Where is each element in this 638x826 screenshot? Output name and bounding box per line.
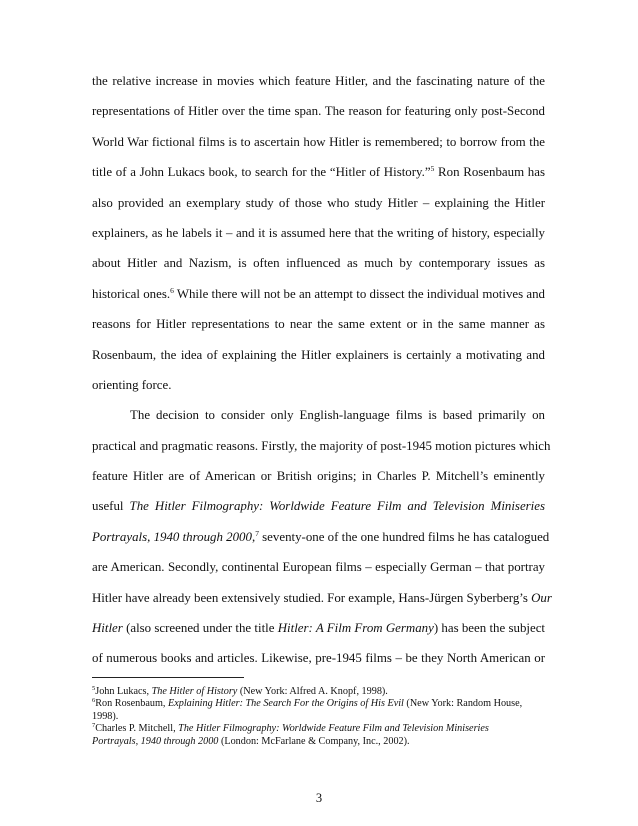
footnote-title: Explaining Hitler: The Search For the Origins of His Evil (167, 698, 404, 710)
footnote-ref-5: 5 (430, 164, 435, 174)
text-line (92, 248, 545, 278)
text-line (92, 461, 545, 491)
footnote-text: (London: McFarlane & Company, Inc., 2002). (218, 735, 410, 747)
footnote-title: The Hitler Filmography: Worldwide Feature Film and Television Miniseries (178, 723, 489, 735)
footnote-text: John Lukacs, (95, 686, 152, 697)
footnote-title: Portrayals, 1940 through 2000 (92, 735, 219, 747)
text-span: The decision to consider only English-language films is based primarily on (130, 408, 545, 423)
footnote-number: 5 (92, 685, 96, 692)
text-span: historical ones. (92, 286, 171, 301)
footnote-5 (92, 686, 548, 698)
text-span: are American. Secondly, continental European films – especially German – that portray (92, 560, 545, 575)
text-span: of numerous books and articles. Likewise, pre-1945 films – be they North American or (92, 651, 545, 666)
footnote-text: 1998). (92, 710, 119, 722)
footnote-ref-7: 7 (255, 528, 259, 538)
text-line (92, 279, 545, 309)
footnote-text: Ron Rosenbaum, (95, 698, 168, 710)
footnote-text: (New York: Random House, (403, 698, 523, 710)
text-line (92, 431, 551, 461)
text-span: orienting force. (92, 377, 172, 392)
footnote-divider (92, 677, 244, 678)
book-title: Portrayals, 1940 through 2000 (92, 529, 252, 544)
text-line (92, 613, 545, 643)
text-span: seventy-one of the one hundred films he has catalogued (258, 529, 550, 544)
footnote-text: (New York: Alfred A. Knopf, 1998). (237, 686, 388, 697)
text-span: Rosenbaum, the idea of explaining the Hitler explainers is certainly a motivating and (92, 347, 545, 362)
book-title: The Hitler Filmography: Worldwide Feature Film and Television Miniseries (129, 499, 545, 514)
text-span: also provided an exemplary study of those who study Hitler – explaining the Hitler (92, 195, 545, 210)
footnote-text: Charles P. Mitchell, (95, 723, 179, 735)
film-title: Hitler (92, 621, 123, 636)
text-line (92, 96, 545, 126)
text-span: , (251, 529, 256, 544)
body-text (92, 66, 552, 674)
text-span: useful (92, 499, 130, 514)
text-span: Ron Rosenbaum has (434, 165, 545, 180)
text-line (92, 188, 545, 218)
text-line (92, 583, 552, 613)
text-span: title of a John Lukacs book, to search for the “Hitler of History.” (92, 165, 431, 180)
text-span: about Hitler and Nazism, is often influenced as much by contemporary issues as (92, 256, 545, 271)
text-span: feature Hitler are of American or British origins; in Charles P. Mitchell’s eminently (92, 469, 545, 484)
text-line (92, 400, 545, 430)
footnote-title: The Hitler of History (151, 686, 238, 697)
page-number: 3 (315, 791, 323, 805)
footnote-ref-6: 6 (170, 285, 174, 295)
text-line (92, 643, 545, 673)
text-line (92, 66, 545, 96)
film-title: Our (531, 590, 552, 605)
footnote-7-continued (92, 736, 548, 748)
text-span: (also screened under the title (122, 621, 278, 636)
text-span: explainers, as he labels it – and it is assumed here that the writing of history, especially (92, 225, 545, 240)
text-line (92, 370, 545, 400)
text-span: World War fictional films is to ascertain how Hitler is remembered; to borrow from the (92, 134, 545, 149)
film-title: Hitler: A Film From Germany (277, 621, 434, 636)
footnote-number: 6 (92, 697, 96, 705)
text-line (92, 522, 550, 552)
footnote-6-continued (92, 711, 548, 723)
text-line (92, 340, 545, 370)
text-span: While there will not be an attempt to dissect the individual motives and (173, 286, 545, 301)
text-span: ) has been the subject (433, 621, 545, 636)
footnote-number: 7 (92, 722, 96, 730)
text-span: the relative increase in movies which feature Hitler, and the fascinating nature of the (92, 74, 545, 88)
text-line (92, 552, 545, 582)
text-line (92, 218, 545, 248)
footnotes (92, 686, 548, 748)
footnote-7 (92, 723, 548, 735)
text-span: practical and pragmatic reasons. Firstly, the majority of post-1945 motion pictures which (92, 438, 551, 453)
text-span: Hitler have already been extensively studied. For example, Hans-Jürgen Syberberg’s (92, 590, 532, 605)
text-span: representations of Hitler over the time span. The reason for featuring only post-Second (92, 104, 545, 119)
text-span: reasons for Hitler representations to near the same extent or in the same manner as (92, 317, 545, 332)
text-line (92, 309, 545, 339)
text-line (92, 157, 545, 187)
text-line (92, 491, 545, 521)
footnote-6 (92, 698, 548, 710)
text-line (92, 127, 545, 157)
